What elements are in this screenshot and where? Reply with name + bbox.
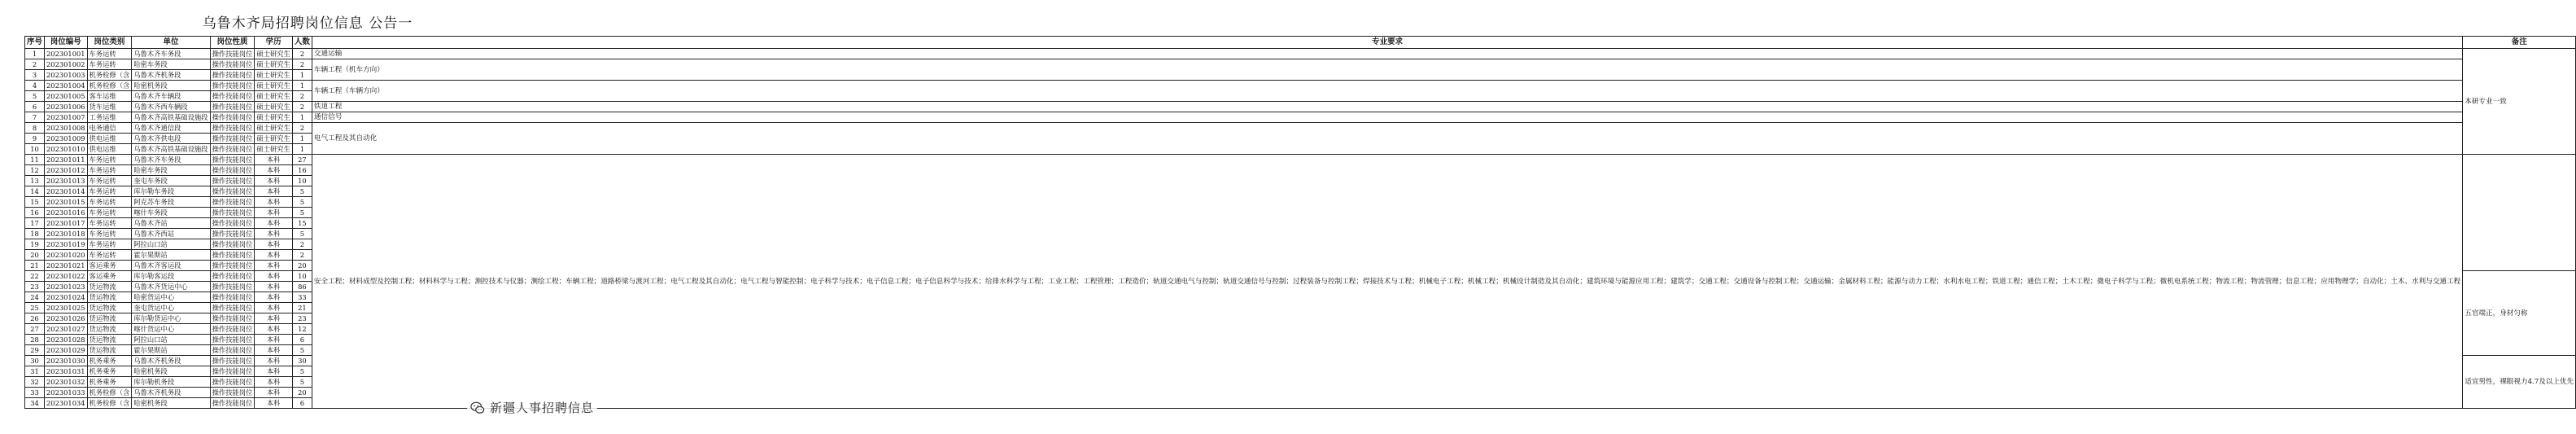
position-category-cell: 机务检修（含 <box>87 398 132 409</box>
headcount-cell: 1 <box>292 112 312 123</box>
education-cell: 本科 <box>255 208 293 218</box>
position-category-cell: 机务乘务 <box>87 366 132 377</box>
position-category-cell: 电务通信 <box>87 123 132 134</box>
position-category-cell: 机务检修（含 <box>87 81 132 91</box>
education-cell: 硕士研究生 <box>255 49 293 59</box>
headcount-cell: 15 <box>292 218 312 229</box>
position-type-cell: 操作技能岗位 <box>210 324 255 335</box>
row-number-cell: 9 <box>25 134 45 144</box>
position-code-cell: 202301029 <box>45 345 88 356</box>
unit-name-cell: 库尔勒货运中心 <box>132 313 210 324</box>
row-number-cell: 28 <box>25 335 45 345</box>
header-cell: 岗位类别 <box>87 37 132 49</box>
headcount-cell: 1 <box>292 134 312 144</box>
headcount-cell: 2 <box>292 123 312 134</box>
position-category-cell: 车务运转 <box>87 208 132 218</box>
education-cell: 硕士研究生 <box>255 102 293 112</box>
position-code-cell: 202301028 <box>45 335 88 345</box>
row-number-cell: 30 <box>25 356 45 366</box>
education-cell: 硕士研究生 <box>255 91 293 102</box>
position-code-cell: 202301009 <box>45 134 88 144</box>
watermark-text: 新疆人事招聘信息 <box>489 401 594 415</box>
position-code-cell: 202301016 <box>45 208 88 218</box>
education-cell: 本科 <box>255 292 293 303</box>
headcount-cell: 16 <box>292 165 312 176</box>
unit-name-cell: 哈密机务段 <box>132 366 210 377</box>
position-code-cell: 202301019 <box>45 239 88 250</box>
note-cell: 五官端正，身材匀称 <box>2463 271 2576 356</box>
table-row <box>25 112 2576 123</box>
headcount-cell: 6 <box>292 398 312 409</box>
row-number-cell: 16 <box>25 208 45 218</box>
major-requirement-cell: 车辆工程（机车方向） <box>312 59 2462 81</box>
position-code-cell: 202301021 <box>45 261 88 271</box>
row-number-cell: 34 <box>25 398 45 409</box>
position-type-cell: 操作技能岗位 <box>210 250 255 261</box>
row-number-cell: 2 <box>25 59 45 70</box>
education-cell: 本科 <box>255 165 293 176</box>
position-type-cell: 操作技能岗位 <box>210 91 255 102</box>
position-code-cell: 202301014 <box>45 186 88 197</box>
headcount-cell: 5 <box>292 377 312 388</box>
education-cell: 本科 <box>255 271 293 282</box>
position-code-cell: 202301006 <box>45 102 88 112</box>
position-category-cell: 机务检修（含 <box>87 388 132 398</box>
position-code-cell: 202301013 <box>45 176 88 186</box>
headcount-cell: 5 <box>292 345 312 356</box>
position-category-cell: 货运物流 <box>87 345 132 356</box>
unit-name-cell: 乌鲁木齐高铁基础设施段 <box>132 144 210 155</box>
unit-name-cell: 霍尔果斯站 <box>132 345 210 356</box>
education-cell: 本科 <box>255 282 293 292</box>
position-code-cell: 202301020 <box>45 250 88 261</box>
position-code-cell: 202301025 <box>45 303 88 313</box>
headcount-cell: 2 <box>292 49 312 59</box>
position-code-cell: 202301023 <box>45 282 88 292</box>
major-requirement-cell: 安全工程；材料成型及控制工程；材料科学与工程；测控技术与仪器；测绘工程；车辆工程；道路桥梁与渡河工程；电气工程及其自动化；电气工程与智能控制；电子科学与技术；电子信息工程；电子信息科学与技术；给排水科学与工程；工业工程；工程管理；工程造价；轨道交通电气与控制；轨道交通信号与控制；过程装备与控制工程；焊接技术与工程；机械电子工程；机械工程；机械设计制造及其自动化；建筑环境与能源应用工程；建筑学；交通工程；交通设备与控制工程；交通运输；金属材料工程；能源与动力工程；水利水电工程；铁道工程；通信工程；土木工程；微电子科学与工程；微机电系统工程；物流工程；物流管理；信息工程；应用物理学；自动化；土木、水利与交通工程 <box>312 155 2462 409</box>
unit-name-cell: 乌鲁木齐机务段 <box>132 70 210 81</box>
position-category-cell: 货运物流 <box>87 282 132 292</box>
row-number-cell: 29 <box>25 345 45 356</box>
unit-name-cell: 库尔勒机务段 <box>132 377 210 388</box>
education-cell: 本科 <box>255 313 293 324</box>
position-category-cell: 客运乘务 <box>87 261 132 271</box>
position-type-cell: 操作技能岗位 <box>210 59 255 70</box>
row-number-cell: 11 <box>25 155 45 165</box>
position-type-cell: 操作技能岗位 <box>210 388 255 398</box>
position-category-cell: 车务运转 <box>87 155 132 165</box>
recruitment-table <box>24 36 2576 409</box>
headcount-cell: 20 <box>292 261 312 271</box>
headcount-cell: 2 <box>292 239 312 250</box>
position-category-cell: 客运乘务 <box>87 271 132 282</box>
education-cell: 本科 <box>255 356 293 366</box>
header-cell: 序号 <box>25 37 45 49</box>
row-number-cell: 20 <box>25 250 45 261</box>
position-code-cell: 202301033 <box>45 388 88 398</box>
position-type-cell: 操作技能岗位 <box>210 208 255 218</box>
position-type-cell: 操作技能岗位 <box>210 271 255 282</box>
position-category-cell: 供电运维 <box>87 144 132 155</box>
unit-name-cell: 乌鲁木齐供电段 <box>132 134 210 144</box>
position-code-cell: 202301005 <box>45 91 88 102</box>
row-number-cell: 22 <box>25 271 45 282</box>
position-type-cell: 操作技能岗位 <box>210 292 255 303</box>
headcount-cell: 21 <box>292 303 312 313</box>
position-type-cell: 操作技能岗位 <box>210 197 255 208</box>
headcount-cell: 10 <box>292 271 312 282</box>
unit-name-cell: 哈密机务段 <box>132 81 210 91</box>
major-requirement-cell: 铁道工程 <box>312 102 2462 112</box>
headcount-cell: 30 <box>292 356 312 366</box>
headcount-cell: 2 <box>292 102 312 112</box>
unit-name-cell: 乌鲁木齐站 <box>132 218 210 229</box>
position-category-cell: 机务乘务 <box>87 377 132 388</box>
position-category-cell: 货运物流 <box>87 335 132 345</box>
education-cell: 本科 <box>255 155 293 165</box>
table-header-row <box>25 37 2576 49</box>
headcount-cell: 1 <box>292 81 312 91</box>
table-row <box>25 123 2576 134</box>
position-code-cell: 202301015 <box>45 197 88 208</box>
position-code-cell: 202301017 <box>45 218 88 229</box>
position-code-cell: 202301022 <box>45 271 88 282</box>
education-cell: 硕士研究生 <box>255 112 293 123</box>
position-type-cell: 操作技能岗位 <box>210 239 255 250</box>
unit-name-cell: 乌鲁木齐通信段 <box>132 123 210 134</box>
major-requirement-cell: 电气工程及其自动化 <box>312 123 2462 155</box>
position-type-cell: 操作技能岗位 <box>210 229 255 239</box>
position-category-cell: 供电运维 <box>87 134 132 144</box>
note-cell: 适宜男性，裸眼视力4.7及以上优先 <box>2463 356 2576 409</box>
position-type-cell: 操作技能岗位 <box>210 356 255 366</box>
unit-name-cell: 奎屯货运中心 <box>132 303 210 313</box>
headcount-cell: 23 <box>292 313 312 324</box>
table-row <box>25 155 2576 165</box>
position-code-cell: 202301003 <box>45 70 88 81</box>
unit-name-cell: 乌鲁木齐客运段 <box>132 261 210 271</box>
row-number-cell: 1 <box>25 49 45 59</box>
education-cell: 本科 <box>255 366 293 377</box>
header-cell: 单位 <box>132 37 210 49</box>
position-code-cell: 202301032 <box>45 377 88 388</box>
row-number-cell: 10 <box>25 144 45 155</box>
position-type-cell: 操作技能岗位 <box>210 144 255 155</box>
position-category-cell: 客车运维 <box>87 91 132 102</box>
headcount-cell: 1 <box>292 70 312 81</box>
row-number-cell: 25 <box>25 303 45 313</box>
row-number-cell: 27 <box>25 324 45 335</box>
position-type-cell: 操作技能岗位 <box>210 398 255 409</box>
row-number-cell: 21 <box>25 261 45 271</box>
row-number-cell: 32 <box>25 377 45 388</box>
headcount-cell: 6 <box>292 335 312 345</box>
headcount-cell: 27 <box>292 155 312 165</box>
education-cell: 本科 <box>255 261 293 271</box>
position-code-cell: 202301012 <box>45 165 88 176</box>
position-code-cell: 202301030 <box>45 356 88 366</box>
position-code-cell: 202301034 <box>45 398 88 409</box>
education-cell: 本科 <box>255 176 293 186</box>
position-category-cell: 车务运转 <box>87 49 132 59</box>
education-cell: 本科 <box>255 388 293 398</box>
unit-name-cell: 乌鲁木齐车务段 <box>132 155 210 165</box>
unit-name-cell: 库尔勒客运段 <box>132 271 210 282</box>
education-cell: 本科 <box>255 335 293 345</box>
position-code-cell: 202301004 <box>45 81 88 91</box>
education-cell: 本科 <box>255 345 293 356</box>
position-category-cell: 车务运转 <box>87 186 132 197</box>
row-number-cell: 14 <box>25 186 45 197</box>
position-category-cell: 机务检修（含 <box>87 70 132 81</box>
position-type-cell: 操作技能岗位 <box>210 123 255 134</box>
position-code-cell: 202301018 <box>45 229 88 239</box>
headcount-cell: 5 <box>292 197 312 208</box>
education-cell: 本科 <box>255 398 293 409</box>
education-cell: 硕士研究生 <box>255 134 293 144</box>
unit-name-cell: 乌鲁木齐货运中心 <box>132 282 210 292</box>
table-row <box>25 59 2576 70</box>
headcount-cell: 5 <box>292 208 312 218</box>
education-cell: 本科 <box>255 303 293 313</box>
position-code-cell: 202301010 <box>45 144 88 155</box>
unit-name-cell: 哈密车务段 <box>132 59 210 70</box>
position-category-cell: 车务运转 <box>87 218 132 229</box>
row-number-cell: 3 <box>25 70 45 81</box>
position-type-cell: 操作技能岗位 <box>210 313 255 324</box>
position-category-cell: 车务运转 <box>87 176 132 186</box>
headcount-cell: 33 <box>292 292 312 303</box>
headcount-cell: 12 <box>292 324 312 335</box>
unit-name-cell: 哈密车务段 <box>132 165 210 176</box>
position-type-cell: 操作技能岗位 <box>210 303 255 313</box>
position-category-cell: 车务运转 <box>87 59 132 70</box>
education-cell: 本科 <box>255 250 293 261</box>
unit-name-cell: 喀什货运中心 <box>132 324 210 335</box>
education-cell: 本科 <box>255 186 293 197</box>
headcount-cell: 10 <box>292 176 312 186</box>
row-number-cell: 18 <box>25 229 45 239</box>
education-cell: 本科 <box>255 229 293 239</box>
unit-name-cell: 阿拉山口站 <box>132 239 210 250</box>
position-type-cell: 操作技能岗位 <box>210 165 255 176</box>
headcount-cell: 1 <box>292 144 312 155</box>
page-title: 乌鲁木齐局招聘岗位信息 公告一 <box>202 15 413 32</box>
position-type-cell: 操作技能岗位 <box>210 282 255 292</box>
headcount-cell: 2 <box>292 59 312 70</box>
headcount-cell: 2 <box>292 250 312 261</box>
position-type-cell: 操作技能岗位 <box>210 345 255 356</box>
position-type-cell: 操作技能岗位 <box>210 155 255 165</box>
position-code-cell: 202301031 <box>45 366 88 377</box>
row-number-cell: 5 <box>25 91 45 102</box>
row-number-cell: 7 <box>25 112 45 123</box>
position-type-cell: 操作技能岗位 <box>210 186 255 197</box>
position-category-cell: 机务乘务 <box>87 356 132 366</box>
position-type-cell: 操作技能岗位 <box>210 261 255 271</box>
position-type-cell: 操作技能岗位 <box>210 70 255 81</box>
major-requirement-cell: 交通运输 <box>312 49 2462 59</box>
wechat-icon <box>470 401 485 415</box>
unit-name-cell: 库尔勒车务段 <box>132 186 210 197</box>
position-code-cell: 202301027 <box>45 324 88 335</box>
headcount-cell: 2 <box>292 91 312 102</box>
unit-name-cell: 乌鲁木齐高铁基础设施段 <box>132 112 210 123</box>
position-category-cell: 货运物流 <box>87 303 132 313</box>
position-type-cell: 操作技能岗位 <box>210 112 255 123</box>
position-category-cell: 车务运转 <box>87 229 132 239</box>
headcount-cell: 5 <box>292 366 312 377</box>
header-cell: 岗位编号 <box>45 37 88 49</box>
headcount-cell: 86 <box>292 282 312 292</box>
unit-name-cell: 奎屯车务段 <box>132 176 210 186</box>
education-cell: 本科 <box>255 377 293 388</box>
unit-name-cell: 乌鲁木齐车辆段 <box>132 91 210 102</box>
education-cell: 本科 <box>255 218 293 229</box>
unit-name-cell: 喀什车务段 <box>132 208 210 218</box>
position-type-cell: 操作技能岗位 <box>210 335 255 345</box>
major-requirement-cell: 车辆工程（车辆方向） <box>312 81 2462 102</box>
position-category-cell: 货运物流 <box>87 313 132 324</box>
position-type-cell: 操作技能岗位 <box>210 218 255 229</box>
row-number-cell: 15 <box>25 197 45 208</box>
position-category-cell: 车务运转 <box>87 250 132 261</box>
unit-name-cell: 乌鲁木齐西车辆段 <box>132 102 210 112</box>
major-requirement-cell: 通信信号 <box>312 112 2462 123</box>
row-number-cell: 23 <box>25 282 45 292</box>
unit-name-cell: 乌鲁木齐车务段 <box>132 49 210 59</box>
header-cell: 备注 <box>2463 37 2576 49</box>
education-cell: 本科 <box>255 324 293 335</box>
position-category-cell: 货运物流 <box>87 292 132 303</box>
position-code-cell: 202301001 <box>45 49 88 59</box>
row-number-cell: 13 <box>25 176 45 186</box>
row-number-cell: 26 <box>25 313 45 324</box>
header-cell: 专业要求 <box>312 37 2462 49</box>
position-category-cell: 货运物流 <box>87 324 132 335</box>
header-cell: 人数 <box>292 37 312 49</box>
header-cell: 岗位性质 <box>210 37 255 49</box>
table-row <box>25 81 2576 91</box>
note-cell <box>2463 155 2576 271</box>
position-code-cell: 202301011 <box>45 155 88 165</box>
row-number-cell: 17 <box>25 218 45 229</box>
position-type-cell: 操作技能岗位 <box>210 377 255 388</box>
education-cell: 本科 <box>255 197 293 208</box>
position-code-cell: 202301026 <box>45 313 88 324</box>
education-cell: 硕士研究生 <box>255 81 293 91</box>
unit-name-cell: 霍尔果斯站 <box>132 250 210 261</box>
row-number-cell: 6 <box>25 102 45 112</box>
position-code-cell: 202301024 <box>45 292 88 303</box>
position-type-cell: 操作技能岗位 <box>210 102 255 112</box>
row-number-cell: 4 <box>25 81 45 91</box>
position-code-cell: 202301008 <box>45 123 88 134</box>
position-code-cell: 202301002 <box>45 59 88 70</box>
position-type-cell: 操作技能岗位 <box>210 134 255 144</box>
education-cell: 硕士研究生 <box>255 144 293 155</box>
education-cell: 硕士研究生 <box>255 123 293 134</box>
unit-name-cell: 哈密货运中心 <box>132 292 210 303</box>
unit-name-cell: 乌鲁木齐机务段 <box>132 356 210 366</box>
unit-name-cell: 哈密机务段 <box>132 398 210 409</box>
table-row <box>25 102 2576 112</box>
unit-name-cell: 阿克苏车务段 <box>132 197 210 208</box>
unit-name-cell: 乌鲁木齐机务段 <box>132 388 210 398</box>
position-category-cell: 工务运维 <box>87 112 132 123</box>
position-type-cell: 操作技能岗位 <box>210 366 255 377</box>
unit-name-cell: 阿拉山口站 <box>132 335 210 345</box>
unit-name-cell: 乌鲁木齐西站 <box>132 229 210 239</box>
education-cell: 本科 <box>255 239 293 250</box>
headcount-cell: 5 <box>292 229 312 239</box>
row-number-cell: 33 <box>25 388 45 398</box>
position-category-cell: 货车运维 <box>87 102 132 112</box>
row-number-cell: 24 <box>25 292 45 303</box>
header-cell: 学历 <box>255 37 293 49</box>
position-category-cell: 车务运转 <box>87 197 132 208</box>
position-type-cell: 操作技能岗位 <box>210 176 255 186</box>
headcount-cell: 20 <box>292 388 312 398</box>
row-number-cell: 19 <box>25 239 45 250</box>
position-category-cell: 车务运转 <box>87 165 132 176</box>
row-number-cell: 8 <box>25 123 45 134</box>
position-type-cell: 操作技能岗位 <box>210 81 255 91</box>
watermark <box>467 397 597 418</box>
table-row <box>25 49 2576 59</box>
position-type-cell: 操作技能岗位 <box>210 49 255 59</box>
row-number-cell: 31 <box>25 366 45 377</box>
position-category-cell: 车务运转 <box>87 239 132 250</box>
education-cell: 硕士研究生 <box>255 59 293 70</box>
note-cell: 本研专业一致 <box>2463 49 2576 155</box>
row-number-cell: 12 <box>25 165 45 176</box>
position-code-cell: 202301007 <box>45 112 88 123</box>
education-cell: 硕士研究生 <box>255 70 293 81</box>
headcount-cell: 5 <box>292 186 312 197</box>
